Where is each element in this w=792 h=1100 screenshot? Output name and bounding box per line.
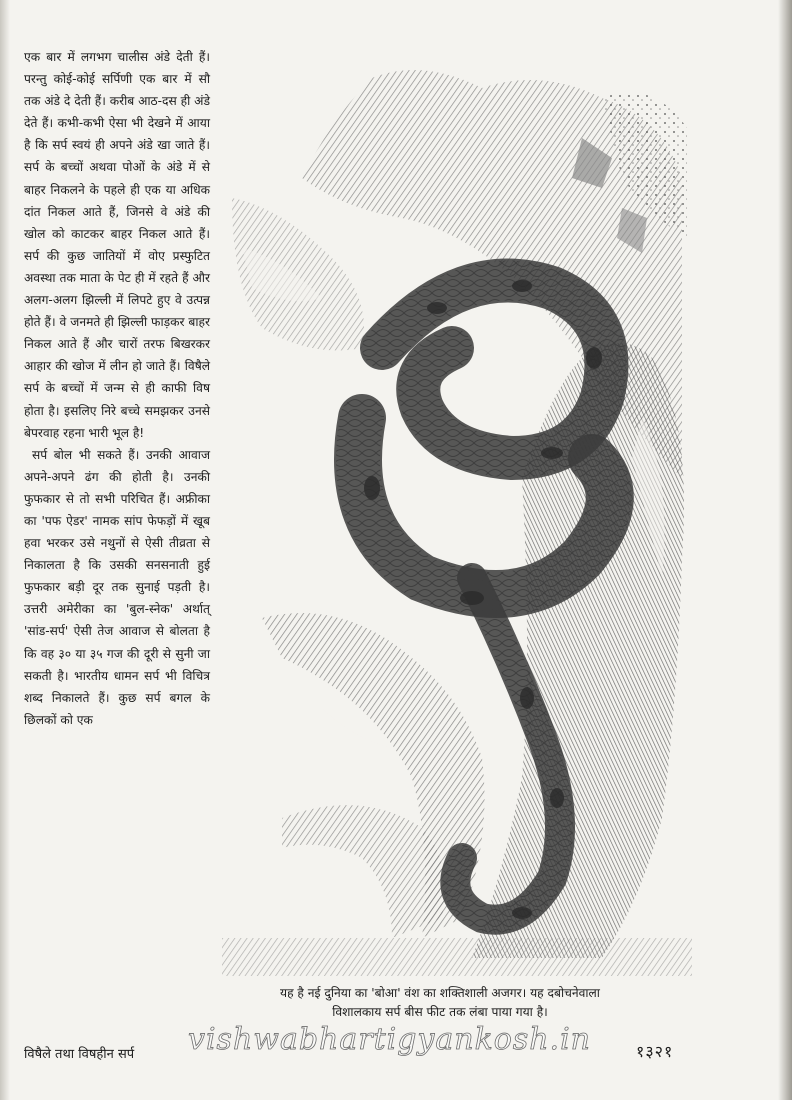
caption-line-1: यह है नई दुनिया का 'बोआ' वंश का शक्तिशाली अजगर। यह दबोचनेवाला: [280, 986, 600, 1000]
body-paragraph-eggs: एक बार में लगभग चालीस अंडे देती हैं। परन्तु कोई-कोई सर्पिणी एक बार में सौ तक अंडे दे देती हैं। करीब आठ-दस ही अंडे देते हैं। कभी-कभी ऐसा भी देखने में आया है कि सर्प स्वयं ही अपने अंडे खा जाते हैं। सर्प के बच्चों अथवा पोओं के अंडे में से बाहर निकलने के पहले ही एक या अधिक दांत निकल आते हैं, जिनसे वे अंडे की खोल को काटकर बाहर निकल आते हैं। सर्प की कुछ जातियों में वोए प्रस्फुटित अवस्था तक माता के पेट ही में रहते हैं और अलग-अलग झिल्ली में लिपटे हुए वे उत्पन्न होते हैं। वे जनमते ही झिल्ली फाड़कर बाहर निकल आते हैं और चारों तरफ बिखरकर आहार की खोज में लीन हो जाते हैं। विषैले सर्प के बच्चों में जन्म से ही काफी विष होता है। इसलिए निरे बच्चे समझकर उनसे बेपरवाह रहना भारी भूल है!: [24, 50, 210, 440]
running-footer-title: विषैले तथा विषहीन सर्प: [24, 1047, 135, 1062]
body-paragraph-sounds: सर्प बोल भी सकते हैं। उनकी आवाज अपने-अपने ढंग की होती है। उनकी फुफकार से तो सभी परिचित हैं। अफ्रीका का 'पफ ऐडर' नामक सांप फेफड़ों में खूब हवा भरकर उसे नथुनों से ऐसी तीव्रता से निकालता है कि उसकी सनसनाती हुई फुफकार बड़ी दूर तक सुनाई पड़ती है। उत्तरी अमेरीका का 'बुल-स्नेक' अर्थात् 'सांड-सर्प' ऐसी तेज आवाज से बोलता है कि वह ३० या ३५ गज की दूरी से सुनी जा सकती है। भारतीय धामन सर्प भी विचित्र शब्द निकालते हैं। कुछ सर्प बगल के छिलकों को एक: [24, 447, 210, 727]
page-edge-shadow-left: [0, 0, 10, 1100]
caption-line-2: विशालकाय सर्प बीस फीट तक लंबा पाया गया है।: [332, 1005, 548, 1019]
boa-constrictor-illustration: [222, 58, 694, 976]
body-text-column: [24, 46, 210, 731]
figure-caption: [214, 984, 666, 1022]
page-number: १३२१: [636, 1042, 674, 1061]
page-edge-shadow-right: [778, 0, 792, 1100]
website-watermark: vishwabhartigyankosh.in: [188, 1022, 591, 1057]
